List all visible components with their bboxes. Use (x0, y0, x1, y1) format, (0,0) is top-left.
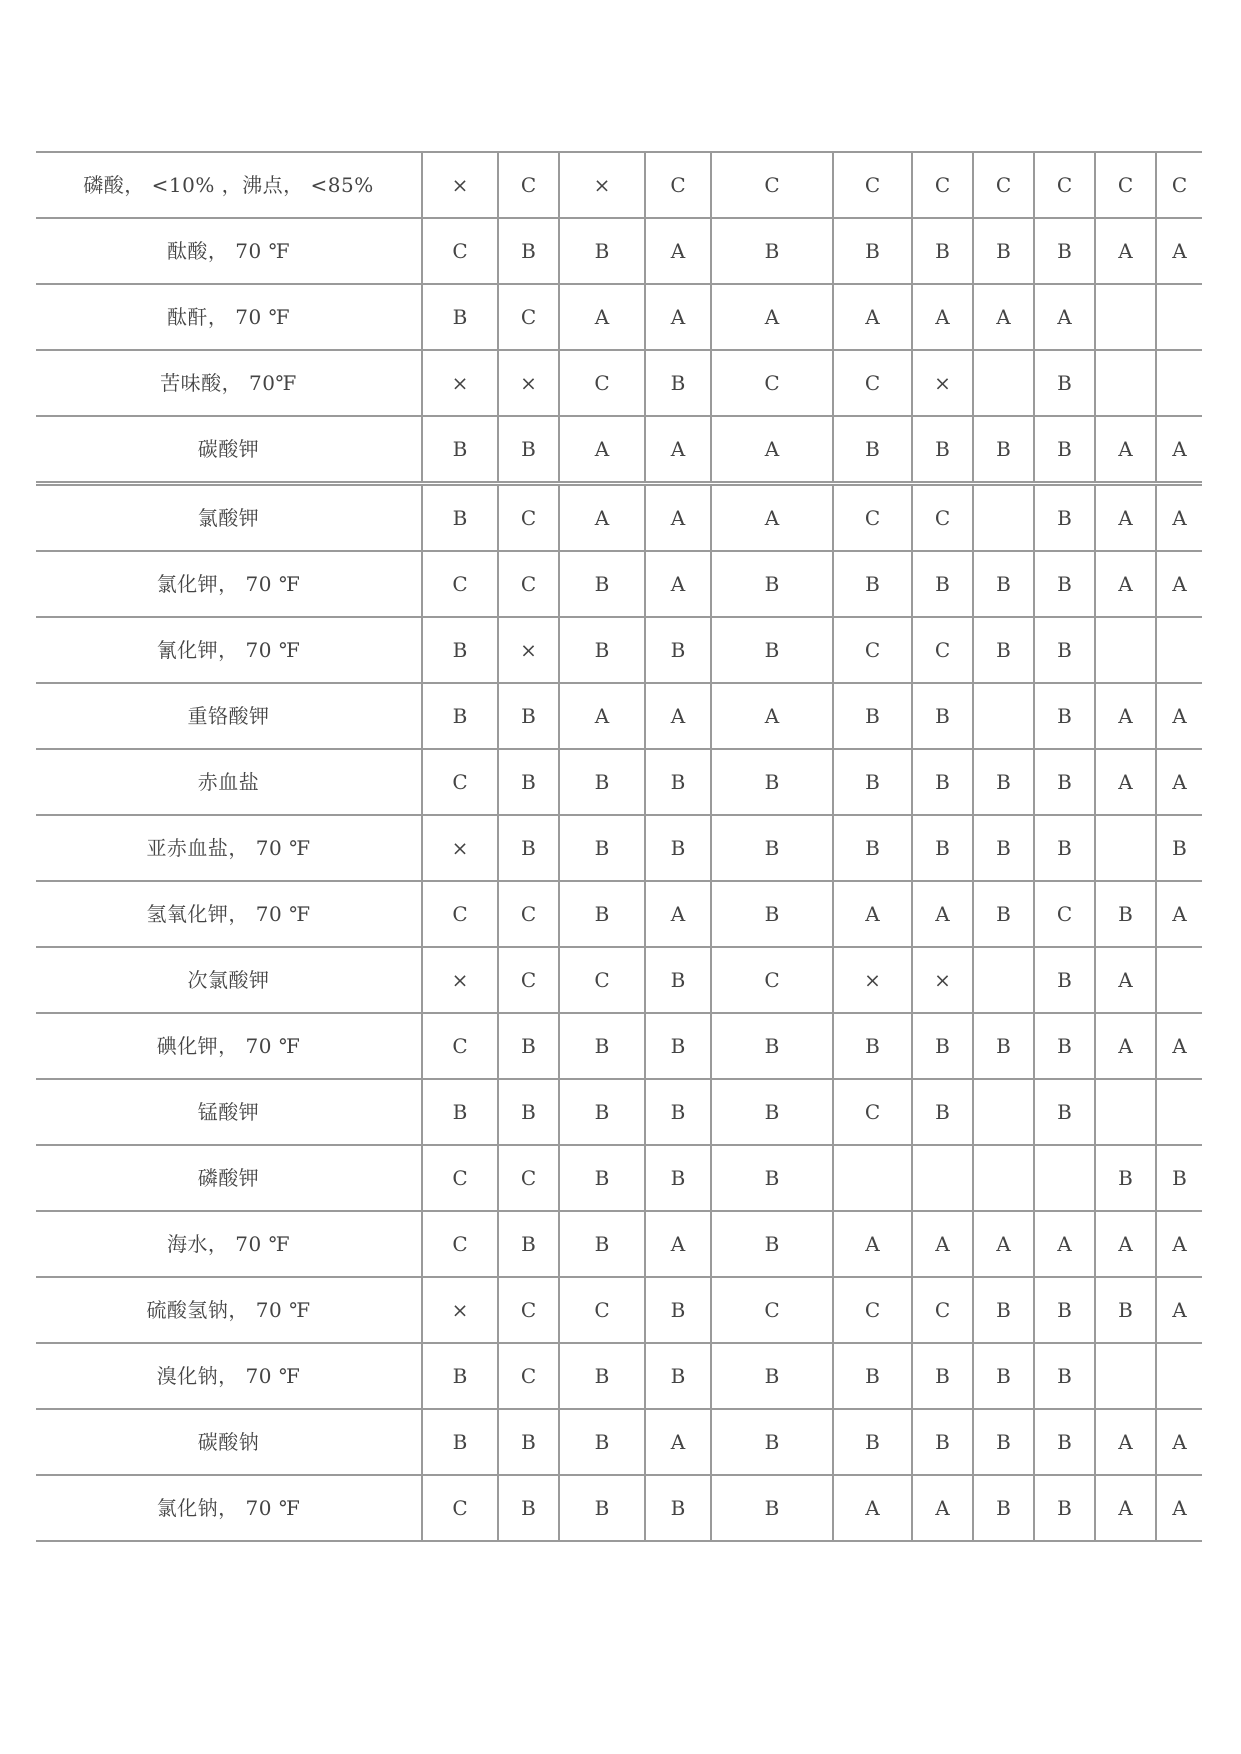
rating-cell: C (912, 152, 973, 218)
rating-cell: A (973, 284, 1034, 350)
rating-cell: B (422, 1343, 498, 1409)
rating-cell: B (1034, 617, 1095, 683)
table-row (36, 947, 1202, 1013)
table-body (36, 152, 1202, 1541)
table-row (36, 350, 1202, 416)
rating-cell: A (833, 1475, 912, 1541)
rating-cell: B (973, 416, 1034, 484)
rating-cell: B (559, 1343, 645, 1409)
rating-cell: B (645, 1475, 711, 1541)
substance-name-cell: 锰酸钾 (36, 1079, 422, 1145)
rating-cell (1095, 1343, 1156, 1409)
rating-cell: × (498, 617, 559, 683)
rating-cell: B (1034, 416, 1095, 484)
rating-cell: C (1034, 881, 1095, 947)
rating-cell: C (711, 1277, 833, 1343)
rating-cell: B (912, 218, 973, 284)
rating-cell: B (1095, 881, 1156, 947)
rating-cell: B (559, 1013, 645, 1079)
rating-cell: B (559, 1145, 645, 1211)
rating-cell: C (498, 947, 559, 1013)
table-row (36, 416, 1202, 484)
rating-cell: B (559, 617, 645, 683)
rating-cell: B (1034, 1409, 1095, 1475)
rating-cell: C (973, 152, 1034, 218)
rating-cell: B (559, 1211, 645, 1277)
substance-name-cell: 氯酸钾 (36, 484, 422, 552)
rating-cell: C (498, 551, 559, 617)
rating-cell: B (498, 1475, 559, 1541)
rating-cell: C (422, 1013, 498, 1079)
rating-cell: B (833, 551, 912, 617)
rating-cell: C (1034, 152, 1095, 218)
rating-cell: C (833, 350, 912, 416)
rating-cell: A (1095, 218, 1156, 284)
rating-cell: C (559, 1277, 645, 1343)
rating-cell: A (1095, 1013, 1156, 1079)
table-row (36, 1343, 1202, 1409)
substance-name-cell: 碘化钾， 70 ℉ (36, 1013, 422, 1079)
rating-cell (1156, 947, 1202, 1013)
rating-cell: B (973, 815, 1034, 881)
rating-cell: A (1156, 749, 1202, 815)
rating-cell: B (498, 815, 559, 881)
rating-cell: A (1095, 551, 1156, 617)
rating-cell: B (973, 1277, 1034, 1343)
rating-cell: A (711, 683, 833, 749)
rating-cell: C (559, 947, 645, 1013)
substance-name-cell: 赤血盐 (36, 749, 422, 815)
rating-cell: B (973, 218, 1034, 284)
rating-cell: B (912, 749, 973, 815)
substance-name-cell: 磷酸钾 (36, 1145, 422, 1211)
rating-cell: A (1095, 484, 1156, 552)
substance-name-cell: 氰化钾， 70 ℉ (36, 617, 422, 683)
rating-cell: B (973, 1013, 1034, 1079)
rating-cell: B (833, 1343, 912, 1409)
table-row (36, 749, 1202, 815)
rating-cell: B (1034, 218, 1095, 284)
rating-cell: B (645, 749, 711, 815)
substance-name-cell: 次氯酸钾 (36, 947, 422, 1013)
rating-cell: A (711, 284, 833, 350)
rating-cell: A (1156, 881, 1202, 947)
rating-cell (1095, 350, 1156, 416)
rating-cell: C (422, 749, 498, 815)
table-row (36, 551, 1202, 617)
rating-cell: B (498, 1079, 559, 1145)
rating-cell: B (973, 551, 1034, 617)
rating-cell: A (1156, 416, 1202, 484)
substance-name-cell: 亚赤血盐， 70 ℉ (36, 815, 422, 881)
rating-cell: B (973, 1409, 1034, 1475)
rating-cell: A (1156, 484, 1202, 552)
rating-cell (973, 1079, 1034, 1145)
rating-cell: B (912, 1079, 973, 1145)
substance-name-cell: 苦味酸， 70℉ (36, 350, 422, 416)
rating-cell (973, 947, 1034, 1013)
rating-cell (973, 683, 1034, 749)
rating-cell: C (711, 152, 833, 218)
rating-cell: C (1156, 152, 1202, 218)
rating-cell: B (645, 1145, 711, 1211)
rating-cell: B (833, 749, 912, 815)
rating-cell: C (422, 551, 498, 617)
rating-cell: A (1095, 1211, 1156, 1277)
rating-cell: C (498, 881, 559, 947)
rating-cell: A (833, 284, 912, 350)
rating-cell: B (912, 1409, 973, 1475)
rating-cell: B (912, 1013, 973, 1079)
rating-cell: B (973, 617, 1034, 683)
rating-cell: × (833, 947, 912, 1013)
rating-cell: C (711, 350, 833, 416)
rating-cell: B (422, 284, 498, 350)
rating-cell: B (1034, 947, 1095, 1013)
rating-cell: B (422, 416, 498, 484)
substance-name-cell: 氯化钾， 70 ℉ (36, 551, 422, 617)
rating-cell: A (1095, 1475, 1156, 1541)
rating-cell: B (1034, 484, 1095, 552)
rating-cell: B (912, 416, 973, 484)
rating-cell: A (559, 683, 645, 749)
rating-cell: B (973, 749, 1034, 815)
rating-cell: B (973, 1343, 1034, 1409)
rating-cell: A (1095, 1409, 1156, 1475)
rating-cell: A (1156, 551, 1202, 617)
substance-name-cell: 氯化钠， 70 ℉ (36, 1475, 422, 1541)
rating-cell: A (1034, 1211, 1095, 1277)
rating-cell: A (645, 1211, 711, 1277)
rating-cell: B (1034, 1013, 1095, 1079)
rating-cell: C (498, 284, 559, 350)
rating-cell: B (422, 617, 498, 683)
rating-cell: B (912, 683, 973, 749)
rating-cell: B (1034, 551, 1095, 617)
rating-cell: × (422, 815, 498, 881)
rating-cell: B (711, 218, 833, 284)
rating-cell (1095, 1079, 1156, 1145)
rating-cell: B (559, 1409, 645, 1475)
table-row (36, 218, 1202, 284)
rating-cell: B (645, 815, 711, 881)
rating-cell: A (1095, 683, 1156, 749)
rating-cell: B (1034, 1343, 1095, 1409)
rating-cell: A (559, 416, 645, 484)
rating-cell (1156, 284, 1202, 350)
rating-cell: B (559, 815, 645, 881)
table-row (36, 1409, 1202, 1475)
rating-cell: A (645, 218, 711, 284)
table-row (36, 1277, 1202, 1343)
rating-cell: B (833, 218, 912, 284)
rating-cell: C (1095, 152, 1156, 218)
rating-cell: B (559, 749, 645, 815)
rating-cell: × (559, 152, 645, 218)
table-row (36, 617, 1202, 683)
rating-cell: B (645, 1277, 711, 1343)
rating-cell: A (645, 1409, 711, 1475)
rating-cell: B (912, 551, 973, 617)
table-row (36, 1145, 1202, 1211)
rating-cell: C (833, 617, 912, 683)
rating-cell: A (645, 551, 711, 617)
rating-cell: A (1156, 683, 1202, 749)
rating-cell: × (912, 350, 973, 416)
rating-cell: B (422, 1409, 498, 1475)
rating-cell: C (912, 484, 973, 552)
rating-cell: B (645, 1079, 711, 1145)
rating-cell: B (711, 1079, 833, 1145)
rating-cell: A (833, 1211, 912, 1277)
rating-cell (973, 350, 1034, 416)
rating-cell: × (422, 350, 498, 416)
rating-cell (1156, 1079, 1202, 1145)
substance-name-cell: 碳酸钠 (36, 1409, 422, 1475)
rating-cell: C (711, 947, 833, 1013)
rating-cell: B (912, 815, 973, 881)
rating-cell: B (711, 617, 833, 683)
rating-cell: A (1156, 1013, 1202, 1079)
rating-cell: A (1095, 416, 1156, 484)
substance-name-cell: 溴化钠， 70 ℉ (36, 1343, 422, 1409)
rating-cell: A (645, 683, 711, 749)
rating-cell: B (1034, 350, 1095, 416)
rating-cell: B (645, 1343, 711, 1409)
rating-cell: B (645, 617, 711, 683)
table-row (36, 881, 1202, 947)
table-row (36, 1013, 1202, 1079)
table-row (36, 152, 1202, 218)
table-row (36, 1079, 1202, 1145)
rating-cell: B (422, 1079, 498, 1145)
rating-cell (1156, 617, 1202, 683)
rating-cell: A (1156, 1475, 1202, 1541)
rating-cell (1095, 284, 1156, 350)
rating-cell: B (498, 749, 559, 815)
rating-cell: × (498, 350, 559, 416)
rating-cell: A (1095, 947, 1156, 1013)
rating-cell: B (1034, 815, 1095, 881)
table-row (36, 1475, 1202, 1541)
rating-cell: B (1034, 1277, 1095, 1343)
rating-cell: × (422, 947, 498, 1013)
substance-name-cell: 碳酸钾 (36, 416, 422, 484)
rating-cell: A (1095, 749, 1156, 815)
rating-cell: A (973, 1211, 1034, 1277)
substance-name-cell: 酞酸， 70 ℉ (36, 218, 422, 284)
rating-cell: B (422, 683, 498, 749)
rating-cell: A (912, 1475, 973, 1541)
rating-cell: C (422, 1475, 498, 1541)
rating-cell: A (1034, 284, 1095, 350)
rating-cell: B (711, 1343, 833, 1409)
rating-cell: C (912, 1277, 973, 1343)
rating-cell: B (645, 350, 711, 416)
rating-cell: C (498, 1343, 559, 1409)
rating-cell: C (422, 218, 498, 284)
rating-cell: B (833, 1409, 912, 1475)
rating-cell: B (833, 815, 912, 881)
rating-cell: B (711, 1409, 833, 1475)
substance-name-cell: 酞酐， 70 ℉ (36, 284, 422, 350)
rating-cell: C (833, 1277, 912, 1343)
table-row (36, 815, 1202, 881)
rating-cell: A (645, 416, 711, 484)
rating-cell: B (973, 881, 1034, 947)
rating-cell: B (1156, 815, 1202, 881)
table-row (36, 1211, 1202, 1277)
rating-cell: A (711, 484, 833, 552)
rating-cell: B (711, 749, 833, 815)
rating-cell: B (1095, 1277, 1156, 1343)
rating-cell (1034, 1145, 1095, 1211)
rating-cell: B (559, 1475, 645, 1541)
rating-cell: B (498, 416, 559, 484)
rating-cell: B (912, 1343, 973, 1409)
rating-cell: A (912, 1211, 973, 1277)
rating-cell: B (833, 683, 912, 749)
corrosion-resistance-table (36, 151, 1202, 1542)
rating-cell: × (912, 947, 973, 1013)
rating-cell: B (645, 947, 711, 1013)
rating-cell (912, 1145, 973, 1211)
rating-cell: B (711, 1013, 833, 1079)
rating-cell: B (973, 1475, 1034, 1541)
substance-name-cell: 磷酸， <10% ，沸点， <85% (36, 152, 422, 218)
rating-cell: A (912, 881, 973, 947)
rating-cell: B (711, 1211, 833, 1277)
rating-cell: B (498, 1211, 559, 1277)
rating-cell (1095, 815, 1156, 881)
rating-cell: B (422, 484, 498, 552)
rating-cell: B (498, 218, 559, 284)
rating-cell: B (1034, 683, 1095, 749)
rating-cell: C (498, 484, 559, 552)
rating-cell: C (422, 1145, 498, 1211)
rating-cell: B (559, 881, 645, 947)
rating-cell (833, 1145, 912, 1211)
rating-cell: × (422, 152, 498, 218)
rating-cell: C (498, 1145, 559, 1211)
rating-cell: C (559, 350, 645, 416)
rating-cell: B (833, 1013, 912, 1079)
table-row (36, 484, 1202, 552)
rating-cell: A (1156, 218, 1202, 284)
rating-cell: A (1156, 1409, 1202, 1475)
substance-name-cell: 氢氧化钾， 70 ℉ (36, 881, 422, 947)
rating-cell: B (711, 551, 833, 617)
rating-cell: B (1156, 1145, 1202, 1211)
rating-cell (973, 1145, 1034, 1211)
rating-cell: B (559, 551, 645, 617)
rating-cell: C (498, 1277, 559, 1343)
rating-cell: B (711, 1145, 833, 1211)
rating-cell: A (912, 284, 973, 350)
rating-cell: A (559, 284, 645, 350)
rating-cell: A (645, 284, 711, 350)
rating-cell: B (559, 1079, 645, 1145)
rating-cell: B (1095, 1145, 1156, 1211)
rating-cell: C (833, 1079, 912, 1145)
rating-cell: B (1034, 1475, 1095, 1541)
rating-cell: C (498, 152, 559, 218)
rating-cell (1156, 1343, 1202, 1409)
rating-cell: B (498, 1013, 559, 1079)
rating-cell: B (559, 218, 645, 284)
rating-cell (1156, 350, 1202, 416)
rating-cell: C (912, 617, 973, 683)
rating-cell: B (711, 1475, 833, 1541)
rating-cell: C (833, 484, 912, 552)
rating-cell: A (1156, 1277, 1202, 1343)
rating-cell: C (645, 152, 711, 218)
rating-cell: B (498, 683, 559, 749)
rating-cell: B (1034, 1079, 1095, 1145)
table-row (36, 683, 1202, 749)
substance-name-cell: 硫酸氢钠， 70 ℉ (36, 1277, 422, 1343)
rating-cell: × (422, 1277, 498, 1343)
rating-cell: C (833, 152, 912, 218)
rating-cell: A (1156, 1211, 1202, 1277)
rating-cell: B (498, 1409, 559, 1475)
table-row (36, 284, 1202, 350)
rating-cell: B (711, 881, 833, 947)
substance-name-cell: 重铬酸钾 (36, 683, 422, 749)
rating-cell: B (833, 416, 912, 484)
rating-cell: A (711, 416, 833, 484)
rating-cell: B (711, 815, 833, 881)
rating-cell: A (645, 484, 711, 552)
rating-cell: C (422, 1211, 498, 1277)
substance-name-cell: 海水， 70 ℉ (36, 1211, 422, 1277)
rating-cell: A (645, 881, 711, 947)
rating-cell: A (833, 881, 912, 947)
rating-cell: A (559, 484, 645, 552)
rating-cell: C (422, 881, 498, 947)
rating-cell: B (645, 1013, 711, 1079)
rating-cell (1095, 617, 1156, 683)
rating-cell: B (1034, 749, 1095, 815)
rating-cell (973, 484, 1034, 552)
